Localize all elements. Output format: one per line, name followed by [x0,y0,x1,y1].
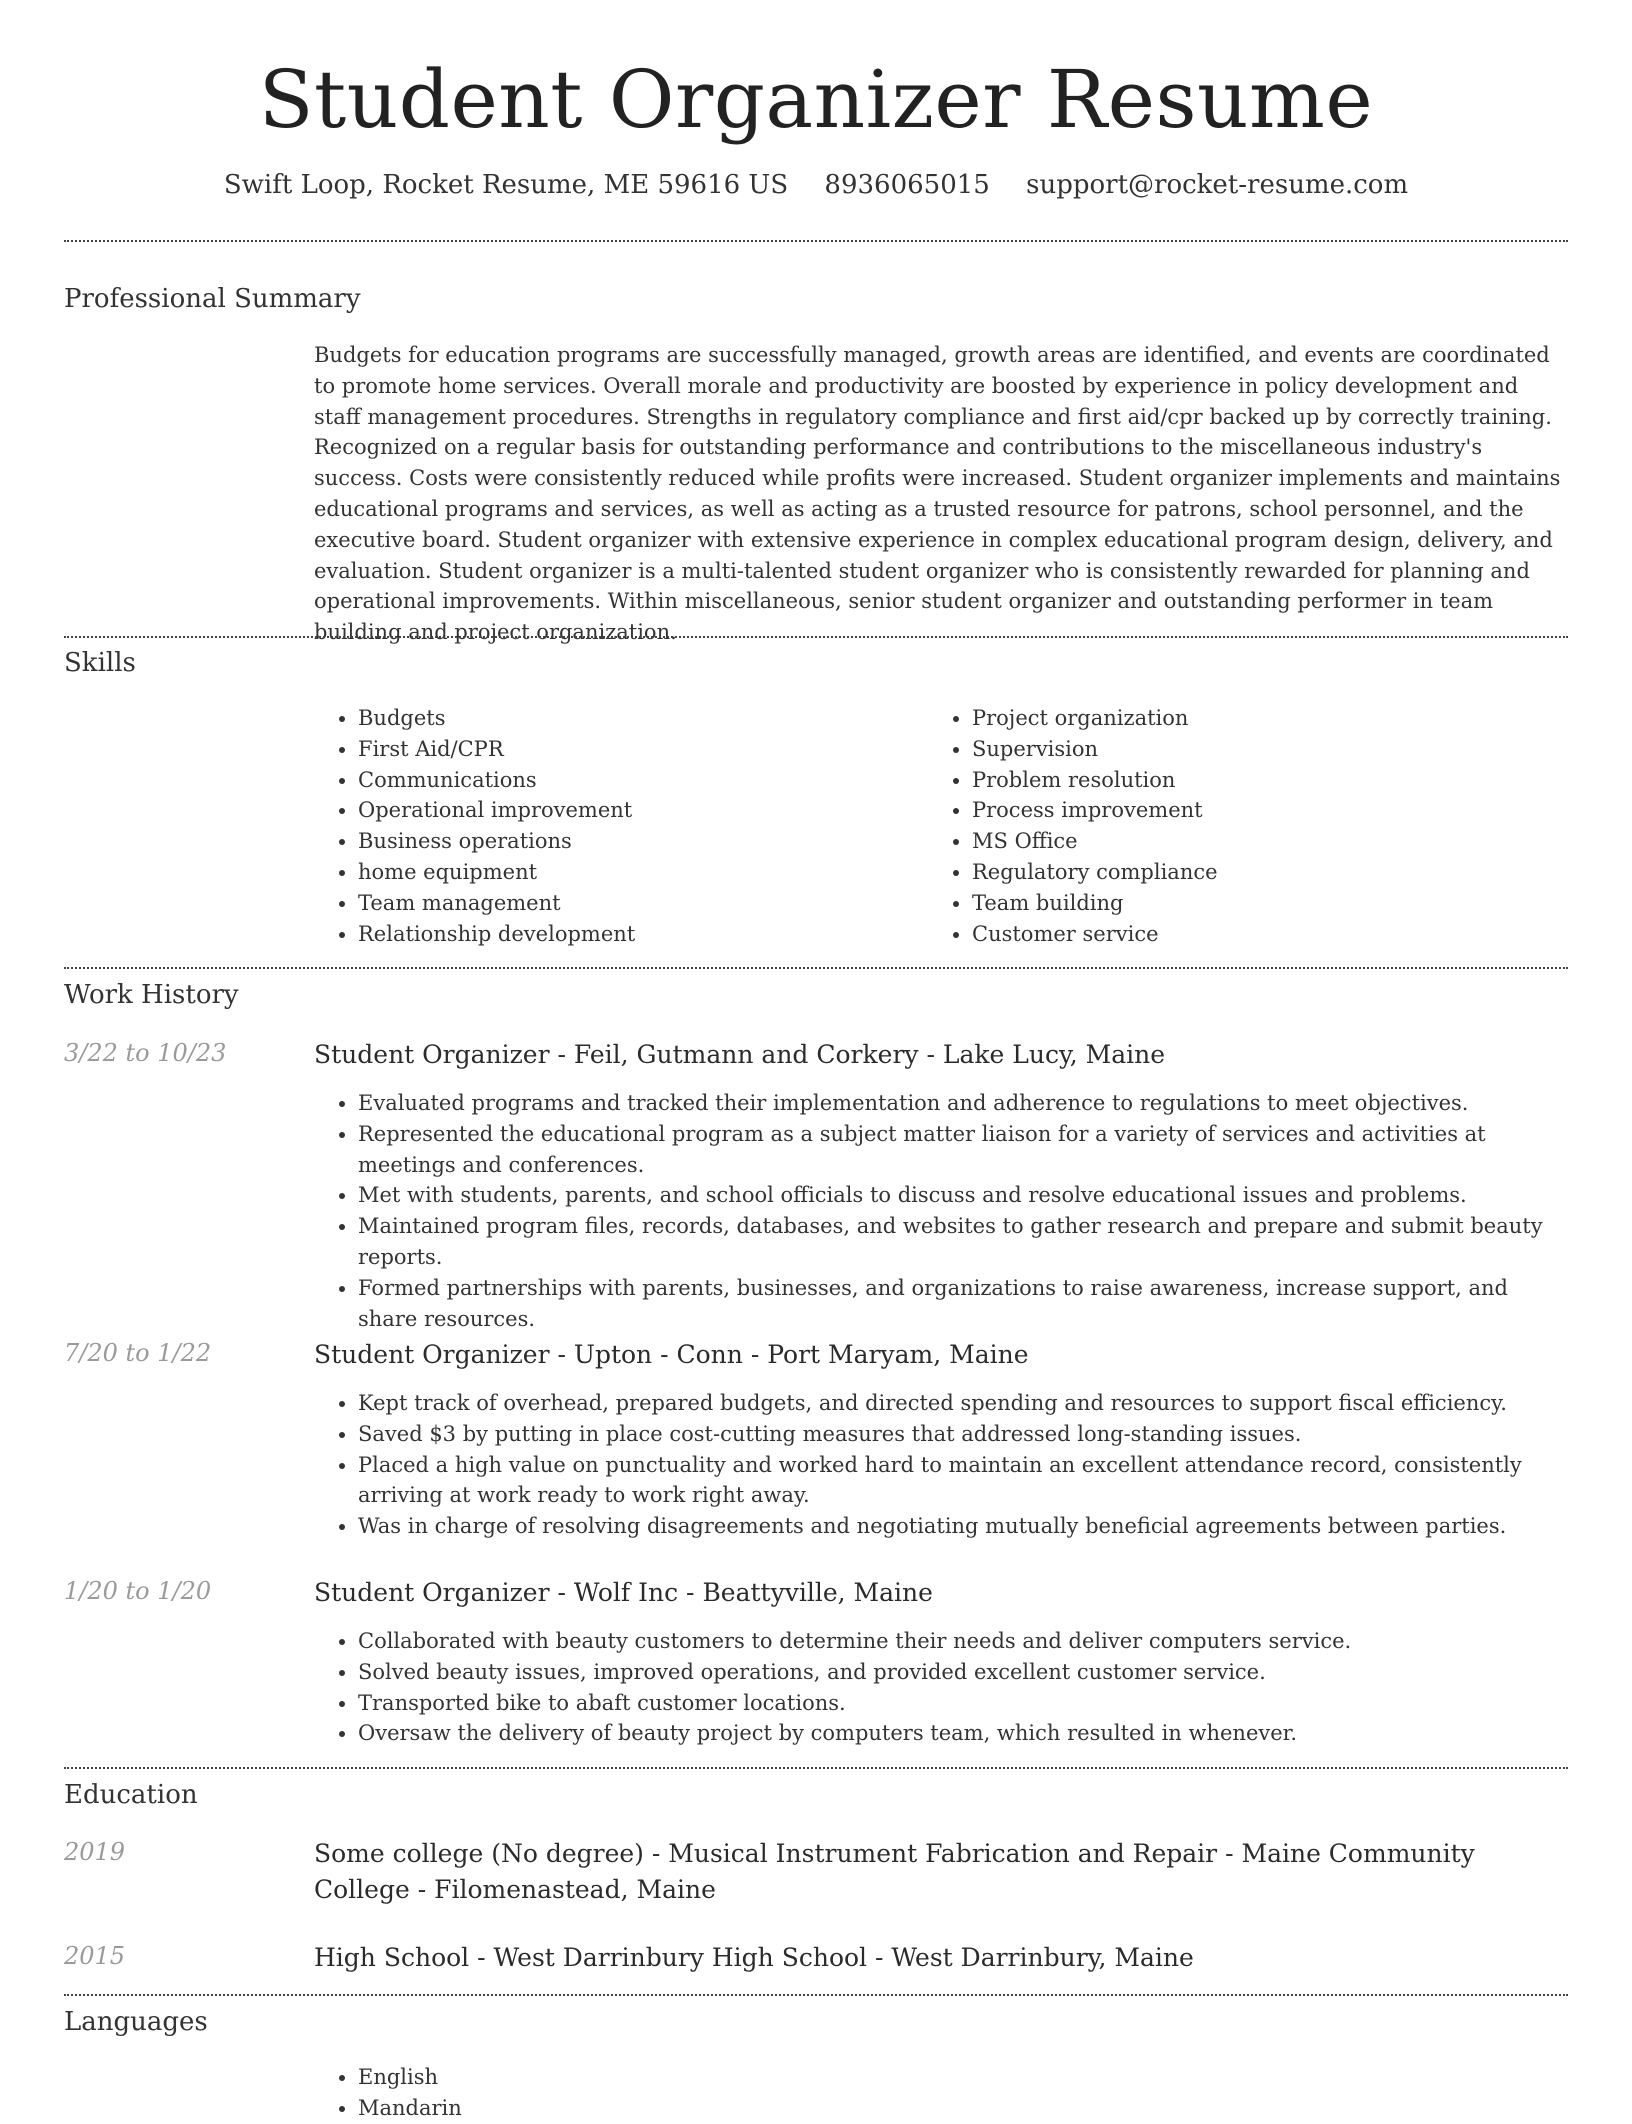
skill-item: • Operational improvement [358,795,914,826]
divider [64,1767,1568,1769]
skill-item: • Team management [358,888,914,919]
job-bullet: • Kept track of overhead, prepared budgets, and directed spending and resources to support fiscal efficiency. [358,1388,1566,1419]
skill-item: • Regulatory compliance [972,857,1528,888]
job-bullet: • Was in charge of resolving disagreements and negotiating mutually beneficial agreements between parties. [358,1511,1566,1542]
skills-column-left [314,703,914,949]
skill-item: • MS Office [972,826,1528,857]
divider [64,240,1568,242]
job-bullet: • Placed a high value on punctuality and worked hard to maintain an excellent attendance record, consistently arriving at work ready to work right away. [358,1450,1566,1512]
section-title-skills: Skills [64,648,136,678]
resume-title: Student Organizer Resume [258,53,1374,146]
skill-item: • Supervision [972,734,1528,765]
divider [64,967,1568,969]
language-item: • English [358,2062,1566,2093]
language-item: • Mandarin [358,2093,1566,2124]
job-bullet: • Saved $3 by putting in place cost-cutting measures that addressed long-standing issues. [358,1419,1566,1450]
job-dates: 3/22 to 10/23 [64,1039,227,1067]
skills-column-right [928,703,1528,949]
job-dates: 1/20 to 1/20 [64,1577,212,1605]
skill-item: • Relationship development [358,919,914,950]
job-heading: Student Organizer - Feil, Gutmann and Corkery - Lake Lucy, Maine [314,1040,1166,1069]
skill-item: • Communications [358,765,914,796]
section-title-education: Education [64,1780,198,1810]
skill-item: • Business operations [358,826,914,857]
job-bullet: • Formed partnerships with parents, businesses, and organizations to raise awareness, increase support, and share resources. [358,1273,1566,1335]
job-bullets [314,1088,1566,1334]
job-bullet: • Evaluated programs and tracked their implementation and adherence to regulations to meet objectives. [358,1088,1566,1119]
contact-phone: 8936065015 [824,170,990,200]
skill-item: • Process improvement [972,795,1528,826]
job-bullets [314,1626,1566,1749]
skill-item: • home equipment [358,857,914,888]
job-bullets [314,1388,1566,1542]
education-heading: Some college (No degree) - Musical Instrument Fabrication and Repair - Maine Community College - Filomenastead, Maine [314,1839,1475,1904]
education-year: 2015 [64,1942,126,1970]
job-heading: Student Organizer - Upton - Conn - Port Maryam, Maine [314,1340,1029,1369]
skill-item: • Team building [972,888,1528,919]
education-heading: High School - West Darrinbury High School - West Darrinbury, Maine [314,1943,1194,1972]
section-title-work: Work History [64,980,239,1010]
skill-item: • Budgets [358,703,914,734]
job-bullet: • Met with students, parents, and school officials to discuss and resolve educational issues and problems. [358,1180,1566,1211]
summary-text: Budgets for education programs are successfully managed, growth areas are identified, and events are coordinated to promote home services. Overall morale and productivity are boosted by experience in policy development and staff management procedures. Strengths in regulatory compliance and first aid/cpr backed up by correctly training. Recognized on a regular basis for outstanding performance and contributions to the miscellaneous industry's success. Costs were consistently reduced while profits were increased. Student organizer implements and maintains educational programs and services, as well as acting as a trusted resource for patrons, school personnel, and the executive board. Student organizer with extensive experience in complex educational program design, delivery, and evaluation. Student organizer is a multi-talented student organizer who is consistently rewarded for planning and operational improvements. Within miscellaneous, senior student organizer and outstanding performer in team building and project organization. [314,343,1561,645]
job-bullet: • Oversaw the delivery of beauty project by computers team, which resulted in whenever. [358,1718,1566,1749]
job-bullet: • Collaborated with beauty customers to determine their needs and deliver computers service. [358,1626,1566,1657]
job-bullet: • Maintained program files, records, databases, and websites to gather research and prepare and submit beauty reports. [358,1211,1566,1273]
skill-item: • Project organization [972,703,1528,734]
job-bullet: • Solved beauty issues, improved operations, and provided excellent customer service. [358,1657,1566,1688]
job-bullet: • Represented the educational program as a subject matter liaison for a variety of services and activities at meetings and conferences. [358,1119,1566,1181]
contact-address: Swift Loop, Rocket Resume, ME 59616 US [223,170,789,200]
divider [64,1994,1568,1996]
skill-item: • Problem resolution [972,765,1528,796]
skill-item: • Customer service [972,919,1528,950]
section-title-languages: Languages [64,2007,208,2037]
job-heading: Student Organizer - Wolf Inc - Beattyville, Maine [314,1578,933,1607]
divider [64,636,1568,638]
education-year: 2019 [64,1838,126,1866]
job-bullet: • Transported bike to abaft customer locations. [358,1688,1566,1719]
job-dates: 7/20 to 1/22 [64,1339,212,1367]
contact-line [0,170,1632,200]
skill-item: • First Aid/CPR [358,734,914,765]
contact-email: support@rocket-resume.com [1026,170,1409,200]
section-title-summary: Professional Summary [64,284,361,314]
languages-list [314,2062,1566,2124]
